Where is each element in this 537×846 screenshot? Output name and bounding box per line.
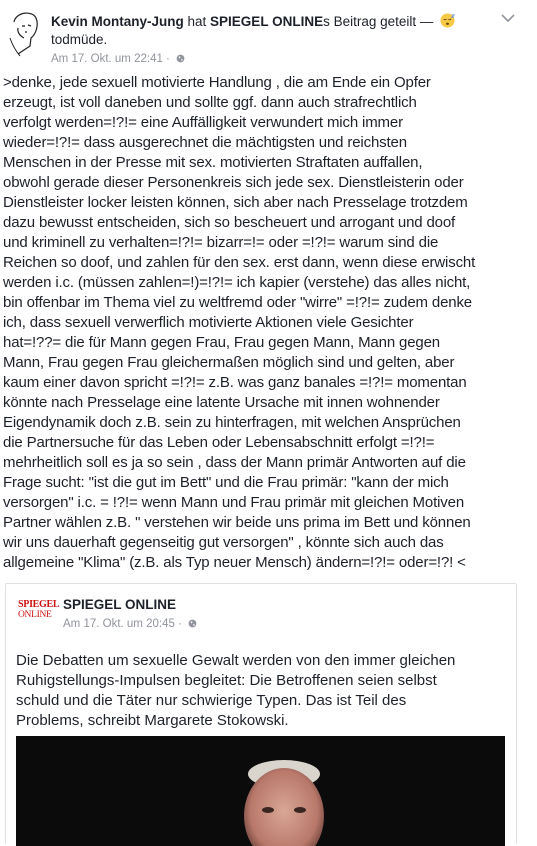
feeling-text: todmüde.	[51, 32, 108, 47]
author-link[interactable]: Kevin Montany-Jung	[51, 14, 184, 29]
post-header-title	[51, 13, 455, 29]
post-text-line: kaum einer davon spricht =!?!= z.B. was ganz banales =!?!= momentan	[3, 374, 467, 391]
post-text-line: bin offenbar im Thema viel zu weltfremd oder "wirre" =!?!= zudem denke	[3, 294, 472, 311]
post-text-line: Menschen in der Presse mit sex. motivierten Straftaten auffallen,	[3, 154, 423, 171]
portrait-photo	[16, 736, 505, 846]
chevron-down-icon[interactable]	[500, 12, 516, 24]
spiegel-online-logo[interactable]: SPIEGEL ONLINE	[18, 599, 60, 620]
post-text-line: Mann, Frau gegen Frau gleichermaßen möglich sind und gelten, aber	[3, 354, 455, 371]
post-text-line: die Partnersuche für das Leben oder Lebensabschnitt erfolgt =!?!=	[3, 434, 435, 451]
post-text-line: hat=!??= die für Mann gegen Frau, Frau gegen Mann, Mann gegen	[3, 334, 440, 351]
sleepy-emoji-icon	[440, 13, 455, 28]
post-text-line: >denke, jede sexuell motivierte Handlung , die am Ende ein Opfer	[3, 74, 431, 91]
post-text-line: Eigendynamik doch z.B. sein zu hinterfragen, mit welchen Ansprüchen	[3, 414, 461, 431]
shared-page-name[interactable]: SPIEGEL ONLINE	[63, 597, 177, 612]
post-text-line: verfolgt werden=!?!= eine Auffälligkeit verwundert mich immer	[3, 114, 403, 131]
shared-timestamp	[63, 618, 197, 630]
post-text-line: mehrheitlich soll es ja so sein , dass der Mann primär Antworten auf die	[3, 454, 466, 471]
shared-post-text	[16, 651, 506, 731]
shared-text-line: Ruhigstellungs-Impulsen begleitet: Die Betroffenen seien selbst	[16, 672, 437, 689]
post-text-line: erzeugt, ist voll daneben und sollte ggf. dann auch strafrechtlich	[3, 94, 417, 111]
action-text-pre: hat	[183, 14, 211, 29]
shared-text-line: Die Debatten um sexuelle Gewalt werden von den immer gleichen	[16, 652, 456, 669]
globe-icon	[176, 54, 185, 63]
shared-article-image[interactable]	[16, 736, 505, 846]
post-text-line: obwohl gerade dieser Personenkreis sich jede sex. Dienstleisterin oder	[3, 174, 464, 191]
post-text-line: werden i.c. (müssen zahlen=!)=!?!= ich kapier (verstehe) das alles nicht,	[3, 274, 471, 291]
action-text-post: s Beitrag geteilt —	[323, 14, 438, 29]
post-text-line: Reichen so doof, und zahlen für den sex. erst dann, wenn diese erwischt	[3, 254, 476, 271]
post-timestamp	[51, 53, 185, 65]
post-text-line: Frage sucht: "ist die gut im Bett" und die Frau primär: "kann der mich	[3, 474, 449, 491]
post-body-text	[3, 73, 535, 573]
post-text-line: und kriminell zu verhalten=!?!= bizarr=!= oder =!?!= warum sind die	[3, 234, 439, 251]
post-header	[0, 0, 537, 72]
shared-text-line: schuld und die Täter nur schwierige Typen. Das ist Teil des	[16, 692, 407, 709]
post-text-line: dazu bewusst entscheiden, sich so bescheuert und arrogant und doof	[3, 214, 456, 231]
post-text-line: versorgen" i.c. = !?!= wenn Mann und Frau primär mit gleichen Motiven	[3, 494, 465, 511]
timestamp-link[interactable]: Am 17. Okt. um 22:41 ·	[51, 53, 174, 65]
post-text-line: wieder=!?!= dass ausgerechnet die mächtigsten und reichsten	[3, 134, 407, 151]
globe-icon	[188, 619, 197, 628]
shared-source-link[interactable]: SPIEGEL ONLINE	[210, 14, 324, 29]
post-text-line: ich, dass sexuell verwerflich motivierte Aktionen viele Gesichter	[3, 314, 414, 331]
avatar-icon[interactable]	[6, 8, 44, 58]
post-text-line: wir uns dauerhaft gegenseitig gut versorgen" , könnte sich auch das	[3, 534, 444, 551]
shared-text-line: Problems, schreibt Margarete Stokowski.	[16, 712, 289, 729]
post-text-line: allgemeine "Klima" (z.B. als Typ neuer Mensch) ändern=!?!= oder=!?! <	[3, 554, 466, 571]
shared-post-card[interactable]	[5, 583, 517, 844]
post-text-line: Dienstleister locker leisten können, sich aber nach Presselage trotzdem	[3, 194, 468, 211]
post-text-line: Partner wählen z.B. " verstehen wir beide uns prima im Bett und können	[3, 514, 471, 531]
shared-timestamp-link[interactable]: Am 17. Okt. um 20:45 ·	[63, 618, 186, 630]
post-text-line: könnte nach Presselage eine latente Ursache mit innen wohnender	[3, 394, 440, 411]
